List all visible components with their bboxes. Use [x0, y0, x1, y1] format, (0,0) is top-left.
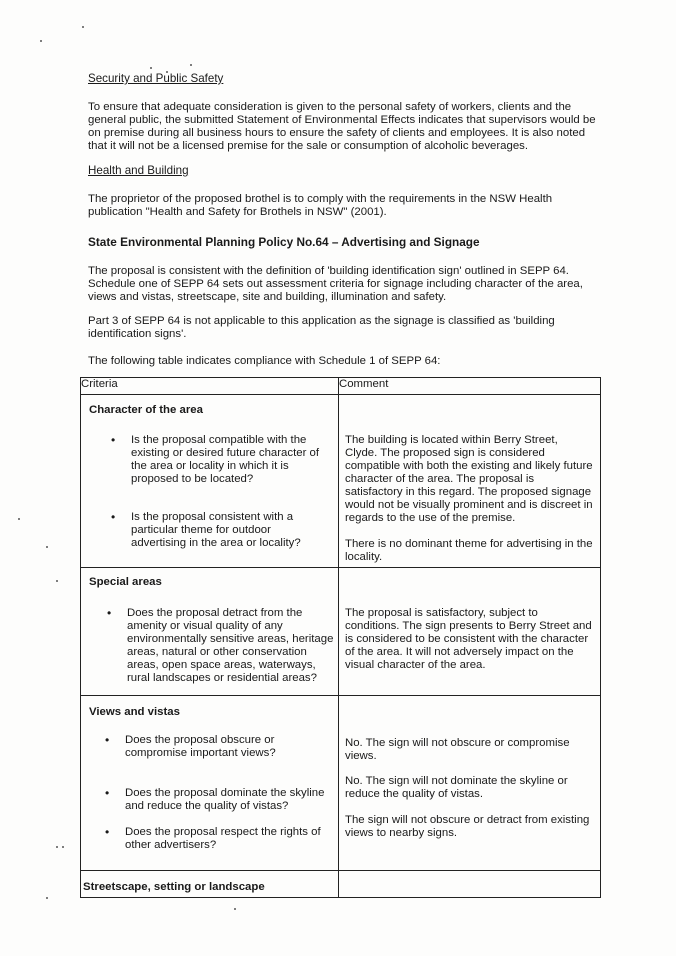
bullet-icon: •: [111, 510, 116, 524]
criteria-cell: [81, 696, 339, 871]
scan-speck: [150, 67, 152, 69]
comment-text: There is no dominant theme for advertising in the locality.: [345, 538, 593, 563]
comment-text: No. The sign will not dominate the skyline or reduce the quality of vistas.: [345, 775, 568, 800]
criteria-text: Does the proposal dominate the skyline and reduce the quality of vistas?: [125, 787, 325, 812]
health-heading: Health and Building: [88, 164, 189, 177]
criteria-text: Does the proposal detract from the amenity or visual quality of any environmentally sensitive areas, heritage areas, natural or other conservation areas, open space areas, waterways, rural landscapes or residential areas?: [127, 607, 334, 684]
table-row: [81, 696, 601, 871]
table-intro: The following table indicates compliance with Schedule 1 of SEPP 64:: [88, 355, 441, 367]
criteria-text: Does the proposal obscure or compromise important views?: [125, 734, 276, 759]
health-paragraph: The proprietor of the proposed brothel is to comply with the requirements in the NSW Health publication "Health and Safety for Brothels in NSW" (2001).: [88, 193, 553, 218]
scan-speck: [46, 897, 48, 899]
compliance-table: [80, 377, 601, 898]
sepp-paragraph-1: The proposal is consistent with the definition of 'building identification sign' outlined in SEPP 64. Schedule one of SEPP 64 sets out assessment criteria for signage including character of the area, views and vistas, streetscape, site and building, illumination and safety.: [88, 265, 583, 303]
criteria-cell: [81, 871, 339, 898]
scan-speck: [190, 64, 192, 66]
comment-header: Comment: [339, 378, 601, 395]
criteria-cell: [81, 395, 339, 568]
table-header-row: [81, 378, 601, 395]
comment-cell: [339, 568, 601, 696]
bullet-icon: •: [105, 786, 110, 800]
bullet-icon: •: [111, 433, 116, 447]
bullet-icon: •: [107, 606, 112, 620]
scan-speck: [56, 580, 58, 582]
bullet-icon: •: [105, 825, 110, 839]
comment-text: The sign will not obscure or detract from existing views to nearby signs.: [345, 814, 590, 839]
security-heading: Security and Public Safety: [88, 72, 224, 85]
row-title: Special areas: [89, 576, 162, 588]
row-title: Streetscape, setting or landscape: [83, 881, 265, 893]
row-title: Views and vistas: [89, 706, 180, 718]
scan-speck: [46, 546, 48, 548]
bullet-icon: •: [105, 733, 110, 747]
criteria-cell: [81, 568, 339, 696]
comment-text: The proposal is satisfactory, subject to conditions. The sign presents to Berry Street and is considered to be consistent with the character of the area. It will not adversely impact on the visual character of the area.: [345, 607, 592, 671]
scan-speck: [56, 846, 58, 848]
scan-speck: [234, 908, 236, 910]
row-title: Character of the area: [89, 404, 203, 416]
scan-speck: [62, 846, 64, 848]
scan-speck: [18, 518, 20, 520]
table-row: [81, 568, 601, 696]
table-row: [81, 871, 601, 898]
criteria-text: Does the proposal respect the rights of other advertisers?: [125, 826, 321, 851]
comment-text: The building is located within Berry Street, Clyde. The proposed sign is considered compatible with both the existing and likely future character of the area. The proposal is satisfactory in this regard. The proposed signage would not be visually prominent and is discreet in regards to the use of the premise.: [345, 434, 593, 524]
criteria-text: Is the proposal consistent with a particular theme for outdoor advertising in the area or locality?: [131, 511, 301, 549]
comment-text: No. The sign will not obscure or compromise views.: [345, 737, 570, 762]
sepp-paragraph-2: Part 3 of SEPP 64 is not applicable to this application as the signage is classified as 'building identification signs'.: [88, 315, 555, 340]
comment-cell: [339, 871, 601, 898]
security-paragraph: To ensure that adequate consideration is given to the personal safety of workers, clients and the general public, the submitted Statement of Environmental Effects indicates that supervisors would be on premise during all business hours to ensure the safety of clients and employees. It is also noted that it will not be a licensed premise for the sale or consumption of alcoholic beverages.: [88, 101, 596, 152]
scan-speck: [40, 40, 42, 42]
scan-speck: [82, 26, 84, 28]
comment-cell: [339, 696, 601, 871]
table-row: [81, 395, 601, 568]
criteria-header: Criteria: [81, 378, 339, 395]
criteria-text: Is the proposal compatible with the existing or desired future character of the area or locality in which it is proposed to be located?: [131, 434, 320, 485]
sepp-heading: State Environmental Planning Policy No.64 – Advertising and Signage: [88, 235, 480, 249]
comment-cell: [339, 395, 601, 568]
